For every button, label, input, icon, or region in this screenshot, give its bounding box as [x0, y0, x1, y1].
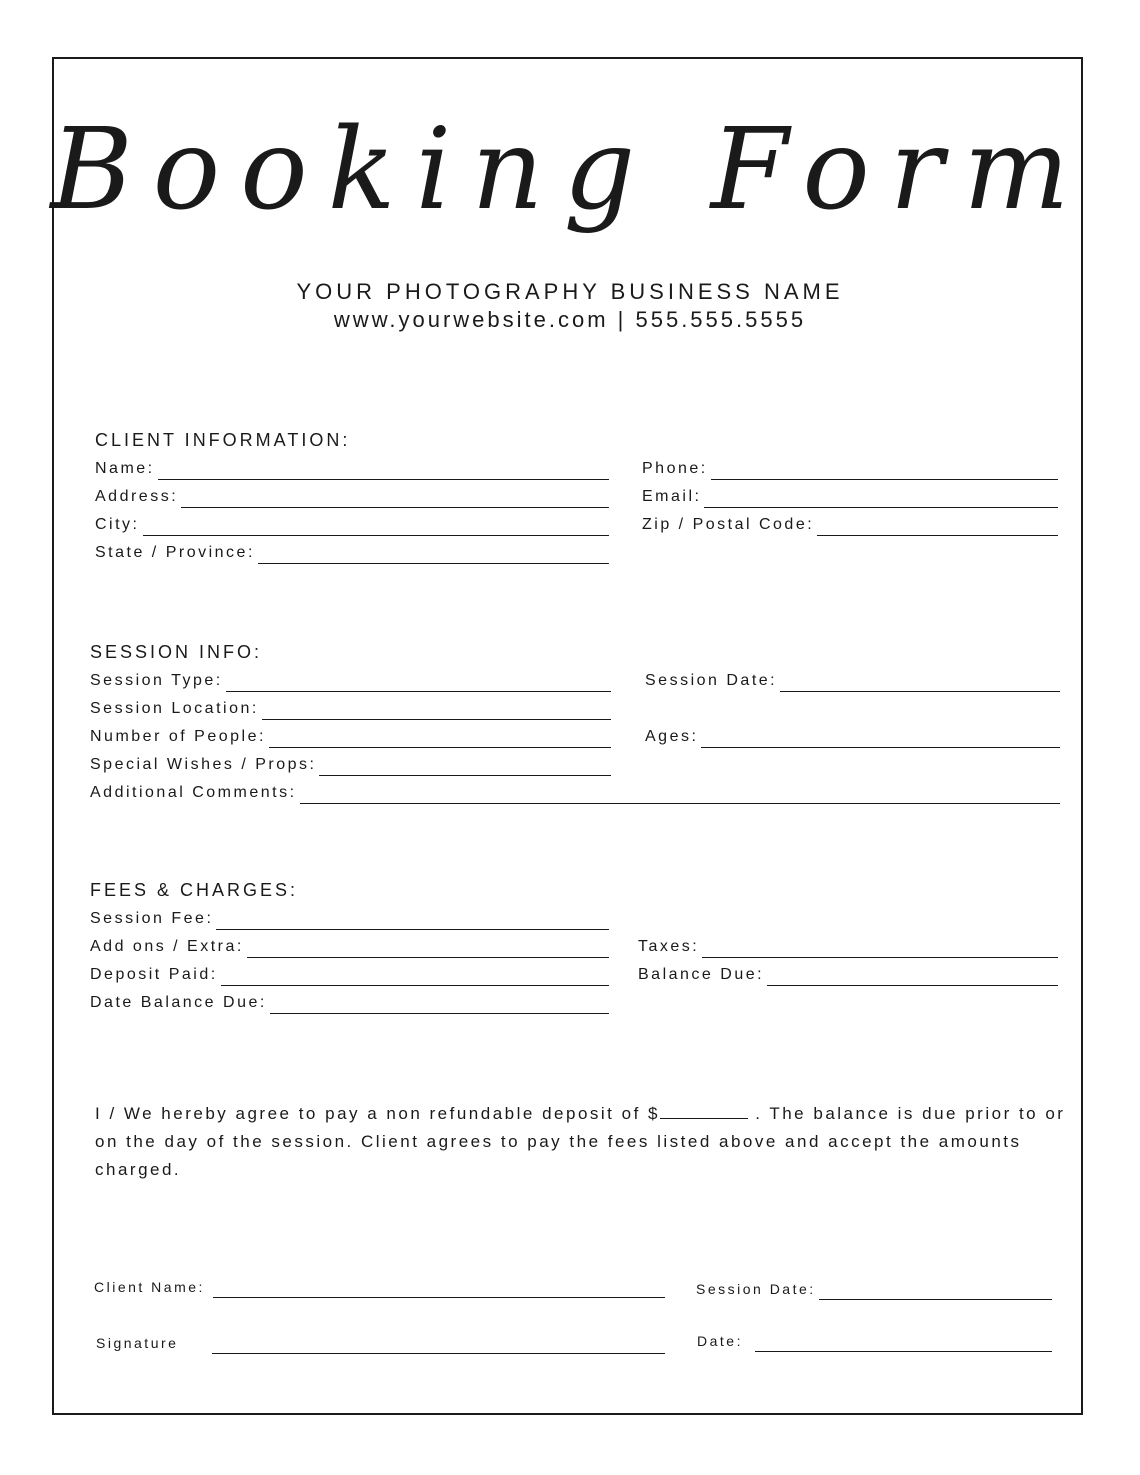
- address-line[interactable]: [181, 507, 609, 508]
- special-wishes-field[interactable]: [90, 754, 611, 774]
- city-line[interactable]: [143, 535, 610, 536]
- signature-label: Signature: [96, 1335, 179, 1351]
- session-date-label: Session Date:: [645, 672, 778, 689]
- email-field[interactable]: [642, 486, 1058, 506]
- session-date-sign-line[interactable]: [819, 1299, 1052, 1300]
- taxes-field[interactable]: [638, 936, 1058, 956]
- session-location-line[interactable]: [262, 719, 611, 720]
- form-title: Booking Form: [50, 105, 1090, 235]
- number-of-people-line[interactable]: [269, 747, 611, 748]
- date-balance-due-label: Date Balance Due:: [90, 994, 267, 1011]
- addons-label: Add ons / Extra:: [90, 938, 244, 955]
- session-type-label: Session Type:: [90, 672, 223, 689]
- session-info-heading: SESSION INFO:: [90, 642, 263, 662]
- session-location-label: Session Location:: [90, 700, 259, 717]
- balance-due-label: Balance Due:: [638, 966, 765, 983]
- session-date-line[interactable]: [780, 691, 1060, 692]
- additional-comments-label: Additional Comments:: [90, 784, 297, 801]
- zip-line[interactable]: [817, 535, 1058, 536]
- name-field[interactable]: [95, 458, 609, 478]
- agreement-text: [95, 1100, 1070, 1184]
- fees-heading: FEES & CHARGES:: [90, 880, 299, 900]
- zip-label: Zip / Postal Code:: [642, 516, 815, 533]
- email-line[interactable]: [704, 507, 1058, 508]
- phone-field[interactable]: [642, 458, 1058, 478]
- name-line[interactable]: [158, 479, 609, 480]
- business-contact: www.yourwebsite.com | 555.555.5555: [333, 307, 807, 332]
- ages-field[interactable]: [645, 726, 1060, 746]
- deposit-paid-line[interactable]: [221, 985, 609, 986]
- number-of-people-field[interactable]: [90, 726, 611, 746]
- deposit-amount-blank[interactable]: [660, 1102, 748, 1119]
- client-info-heading: CLIENT INFORMATION:: [95, 430, 351, 450]
- session-location-field[interactable]: [90, 698, 611, 718]
- session-date-sign-label: Session Date:: [696, 1281, 816, 1297]
- session-fee-label: Session Fee:: [90, 910, 214, 927]
- session-date-field[interactable]: [645, 670, 1060, 690]
- number-of-people-label: Number of People:: [90, 728, 266, 745]
- session-date-sign-field[interactable]: [696, 1278, 1052, 1298]
- state-label: State / Province:: [95, 544, 255, 561]
- date-balance-due-field[interactable]: [90, 992, 609, 1012]
- additional-comments-field[interactable]: [90, 782, 1060, 802]
- deposit-paid-field[interactable]: [90, 964, 609, 984]
- date-balance-due-line[interactable]: [270, 1013, 609, 1014]
- session-type-line[interactable]: [226, 691, 611, 692]
- business-name: YOUR PHOTOGRAPHY BUSINESS NAME: [296, 279, 844, 304]
- city-field[interactable]: [95, 514, 609, 534]
- date-sign-line[interactable]: [755, 1351, 1052, 1352]
- ages-label: Ages:: [645, 728, 699, 745]
- session-type-field[interactable]: [90, 670, 611, 690]
- balance-due-field[interactable]: [638, 964, 1058, 984]
- additional-comments-line[interactable]: [300, 803, 1060, 804]
- agreement-text-part2: . The balance is due prior to or on the day of the session. Client agrees to pay the fees listed above and accept the amounts charged.: [95, 1104, 1066, 1179]
- address-label: Address:: [95, 488, 179, 505]
- client-name-sign-line[interactable]: [213, 1297, 665, 1298]
- state-field[interactable]: [95, 542, 609, 562]
- phone-line[interactable]: [711, 479, 1058, 480]
- client-name-sign-field[interactable]: [94, 1276, 665, 1296]
- taxes-label: Taxes:: [638, 938, 700, 955]
- name-label: Name:: [95, 460, 155, 477]
- signature-line[interactable]: [212, 1353, 665, 1354]
- taxes-line[interactable]: [702, 957, 1058, 958]
- ages-line[interactable]: [701, 747, 1060, 748]
- phone-label: Phone:: [642, 460, 708, 477]
- zip-field[interactable]: [642, 514, 1058, 534]
- agreement-text-part1: I / We hereby agree to pay a non refundable deposit of $: [95, 1104, 660, 1123]
- email-label: Email:: [642, 488, 702, 505]
- addons-field[interactable]: [90, 936, 609, 956]
- session-fee-field[interactable]: [90, 908, 609, 928]
- date-sign-label: Date:: [697, 1333, 743, 1349]
- balance-due-line[interactable]: [767, 985, 1058, 986]
- session-fee-line[interactable]: [216, 929, 609, 930]
- address-field[interactable]: [95, 486, 609, 506]
- city-label: City:: [95, 516, 140, 533]
- signature-field[interactable]: [96, 1332, 665, 1352]
- date-sign-field[interactable]: [697, 1330, 1052, 1350]
- deposit-paid-label: Deposit Paid:: [90, 966, 218, 983]
- client-name-sign-label: Client Name:: [94, 1279, 205, 1295]
- addons-line[interactable]: [247, 957, 609, 958]
- state-line[interactable]: [258, 563, 609, 564]
- special-wishes-line[interactable]: [319, 775, 611, 776]
- special-wishes-label: Special Wishes / Props:: [90, 756, 317, 773]
